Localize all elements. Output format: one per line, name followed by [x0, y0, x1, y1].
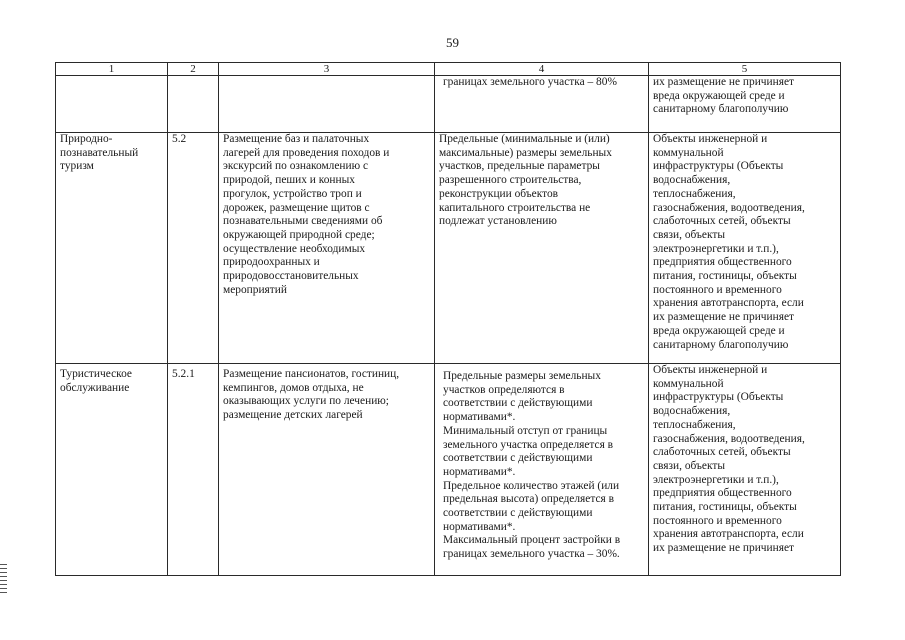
- cell-text-line: газоснабжения, водоотведения,: [653, 201, 805, 214]
- cell-text-line: инфраструктуры (Объекты: [653, 391, 784, 404]
- cell-text-line: дорожек, размещение щитов с: [223, 201, 370, 214]
- cell-text-line: обслуживание: [60, 381, 130, 394]
- cell-text-line: коммунальной: [653, 377, 724, 390]
- cell-text-line: постоянного и временного: [653, 514, 782, 527]
- cell-text-line: природой, пеших и конных: [223, 174, 355, 187]
- cell-text-line: реконструкции объектов: [439, 187, 559, 200]
- cell-text-line: предприятия общественного: [653, 487, 792, 500]
- cell-text-line: соответствии с действующими: [443, 397, 593, 410]
- cell-text-line: постоянного и временного: [653, 283, 782, 296]
- auxiliary-uses-cell: [649, 133, 841, 364]
- cell-text-line: туризм: [60, 160, 94, 173]
- description-cell: [219, 364, 435, 576]
- cell-text-line: слаботочных сетей, объекты: [653, 215, 791, 228]
- cell-text-line: Туристическое: [60, 368, 132, 380]
- cell-text-line: нормативами*.: [443, 520, 516, 533]
- cell-text-line: познавательный: [60, 146, 139, 159]
- cell-text-line: Объекты инженерной и: [653, 364, 768, 376]
- cell-text-line: хранения автотранспорта, если: [653, 528, 804, 541]
- use-name-cell: [56, 133, 168, 364]
- cell-text-line: Предельные (минимальные и (или): [439, 133, 610, 145]
- land-use-regulations-table: [55, 62, 841, 576]
- auxiliary-uses-cell: [649, 76, 841, 133]
- cell-text-line: мероприятий: [223, 283, 287, 296]
- cell-text-line: прогулок, устройство троп и: [223, 187, 362, 200]
- cell-text-line: лагерей для проведения походов и: [223, 146, 390, 159]
- cell-text-line: Предельное количество этажей (или: [443, 479, 620, 492]
- table-header-row: [56, 63, 841, 76]
- cell-text-line: Предельные размеры земельных: [443, 370, 601, 382]
- cell-text-line: осуществление необходимых: [223, 242, 366, 255]
- cell-text-line: границах земельного участка – 30%.: [443, 548, 620, 561]
- cell-text-line: их размещение не причиняет: [653, 542, 794, 555]
- cell-text-line: их размещение не причиняет: [653, 76, 794, 88]
- cell-text-line: участков, предельные параметры: [439, 160, 600, 173]
- cell-text-line: экскурсий по ознакомлению с: [223, 160, 369, 173]
- cell-text-line: разрешенного строительства,: [439, 174, 582, 187]
- table-row: [56, 133, 841, 364]
- cell-text-line: Размещение пансионатов, гостиниц,: [223, 368, 400, 380]
- cell-text-line: природовосстановительных: [223, 270, 359, 283]
- cell-text-line: теплоснабжения,: [653, 187, 736, 200]
- column-header: 2: [168, 63, 219, 76]
- cell-text-line: познавательными сведениями об: [223, 215, 383, 228]
- binding-edge-mark: [0, 564, 7, 596]
- cell-text-line: Объекты инженерной и: [653, 133, 768, 145]
- parameters-cell: [435, 76, 649, 133]
- cell-text-line: водоснабжения,: [653, 174, 731, 187]
- description-cell: [219, 133, 435, 364]
- cell-text-line: окружающей природной среде;: [223, 228, 375, 241]
- cell-text-line: нормативами*.: [443, 411, 516, 424]
- cell-text-line: Размещение баз и палаточных: [223, 133, 370, 145]
- cell-text-line: вреда окружающей среде и: [653, 89, 785, 102]
- cell-text-line: размещение детских лагерей: [223, 409, 363, 422]
- cell-text-line: предельная высота) определяется в: [443, 493, 614, 506]
- cell-text-line: границах земельного участка – 80%: [443, 76, 617, 88]
- cell-text-line: нормативами*.: [443, 465, 516, 478]
- column-header: 4: [435, 63, 649, 76]
- column-header: 3: [219, 63, 435, 76]
- table-row: [56, 76, 841, 133]
- cell-text-line: инфраструктуры (Объекты: [653, 160, 784, 173]
- cell-text-line: слаботочных сетей, объекты: [653, 446, 791, 459]
- cell-text-line: оказывающих услуги по лечению;: [223, 395, 389, 408]
- cell-text-line: кемпингов, домов отдыха, не: [223, 381, 364, 394]
- auxiliary-uses-cell: [649, 364, 841, 576]
- cell-text-line: питания, гостиницы, объекты: [653, 501, 797, 514]
- cell-text-line: их размещение не причиняет: [653, 311, 794, 324]
- column-header: 5: [649, 63, 841, 76]
- parameters-cell: [435, 133, 649, 364]
- column-header: 1: [56, 63, 168, 76]
- cell-text-line: Природно-: [60, 133, 113, 145]
- cell-text-line: максимальные) размеры земельных: [439, 146, 612, 159]
- use-name-cell: [56, 76, 168, 133]
- cell-text-line: соответствии с действующими: [443, 507, 593, 520]
- cell-text-line: газоснабжения, водоотведения,: [653, 432, 805, 445]
- page-number: 59: [446, 35, 459, 50]
- cell-text-line: санитарному благополучию: [653, 338, 789, 351]
- cell-text-line: капитального строительства не: [439, 201, 591, 214]
- cell-text-line: связи, объекты: [653, 459, 725, 472]
- parameters-cell: [435, 364, 649, 576]
- cell-text-line: природоохранных и: [223, 256, 320, 269]
- code-cell: [168, 133, 219, 364]
- cell-text-line: подлежат установлению: [439, 215, 557, 228]
- cell-text-line: Минимальный отступ от границы: [443, 424, 608, 437]
- cell-text-line: 5.2.1: [172, 368, 195, 380]
- cell-text-line: предприятия общественного: [653, 256, 792, 269]
- description-cell: [219, 76, 435, 133]
- cell-text-line: коммунальной: [653, 146, 724, 159]
- cell-text-line: земельного участка определяется в: [443, 438, 614, 451]
- cell-text-line: участков определяются в: [443, 383, 565, 396]
- cell-text-line: вреда окружающей среде и: [653, 324, 785, 337]
- cell-text-line: электроэнергетики и т.п.),: [653, 473, 779, 486]
- cell-text-line: водоснабжения,: [653, 405, 731, 418]
- use-name-cell: [56, 364, 168, 576]
- cell-text-line: связи, объекты: [653, 228, 725, 241]
- cell-text-line: хранения автотранспорта, если: [653, 297, 804, 310]
- table-row: [56, 364, 841, 576]
- code-cell: [168, 76, 219, 133]
- cell-text-line: Максимальный процент застройки в: [443, 534, 621, 547]
- cell-text-line: электроэнергетики и т.п.),: [653, 242, 779, 255]
- code-cell: [168, 364, 219, 576]
- cell-text-line: питания, гостиницы, объекты: [653, 270, 797, 283]
- cell-text-line: санитарному благополучию: [653, 103, 789, 116]
- cell-text-line: соответствии с действующими: [443, 452, 593, 465]
- cell-text-line: теплоснабжения,: [653, 418, 736, 431]
- cell-text-line: 5.2: [172, 133, 187, 145]
